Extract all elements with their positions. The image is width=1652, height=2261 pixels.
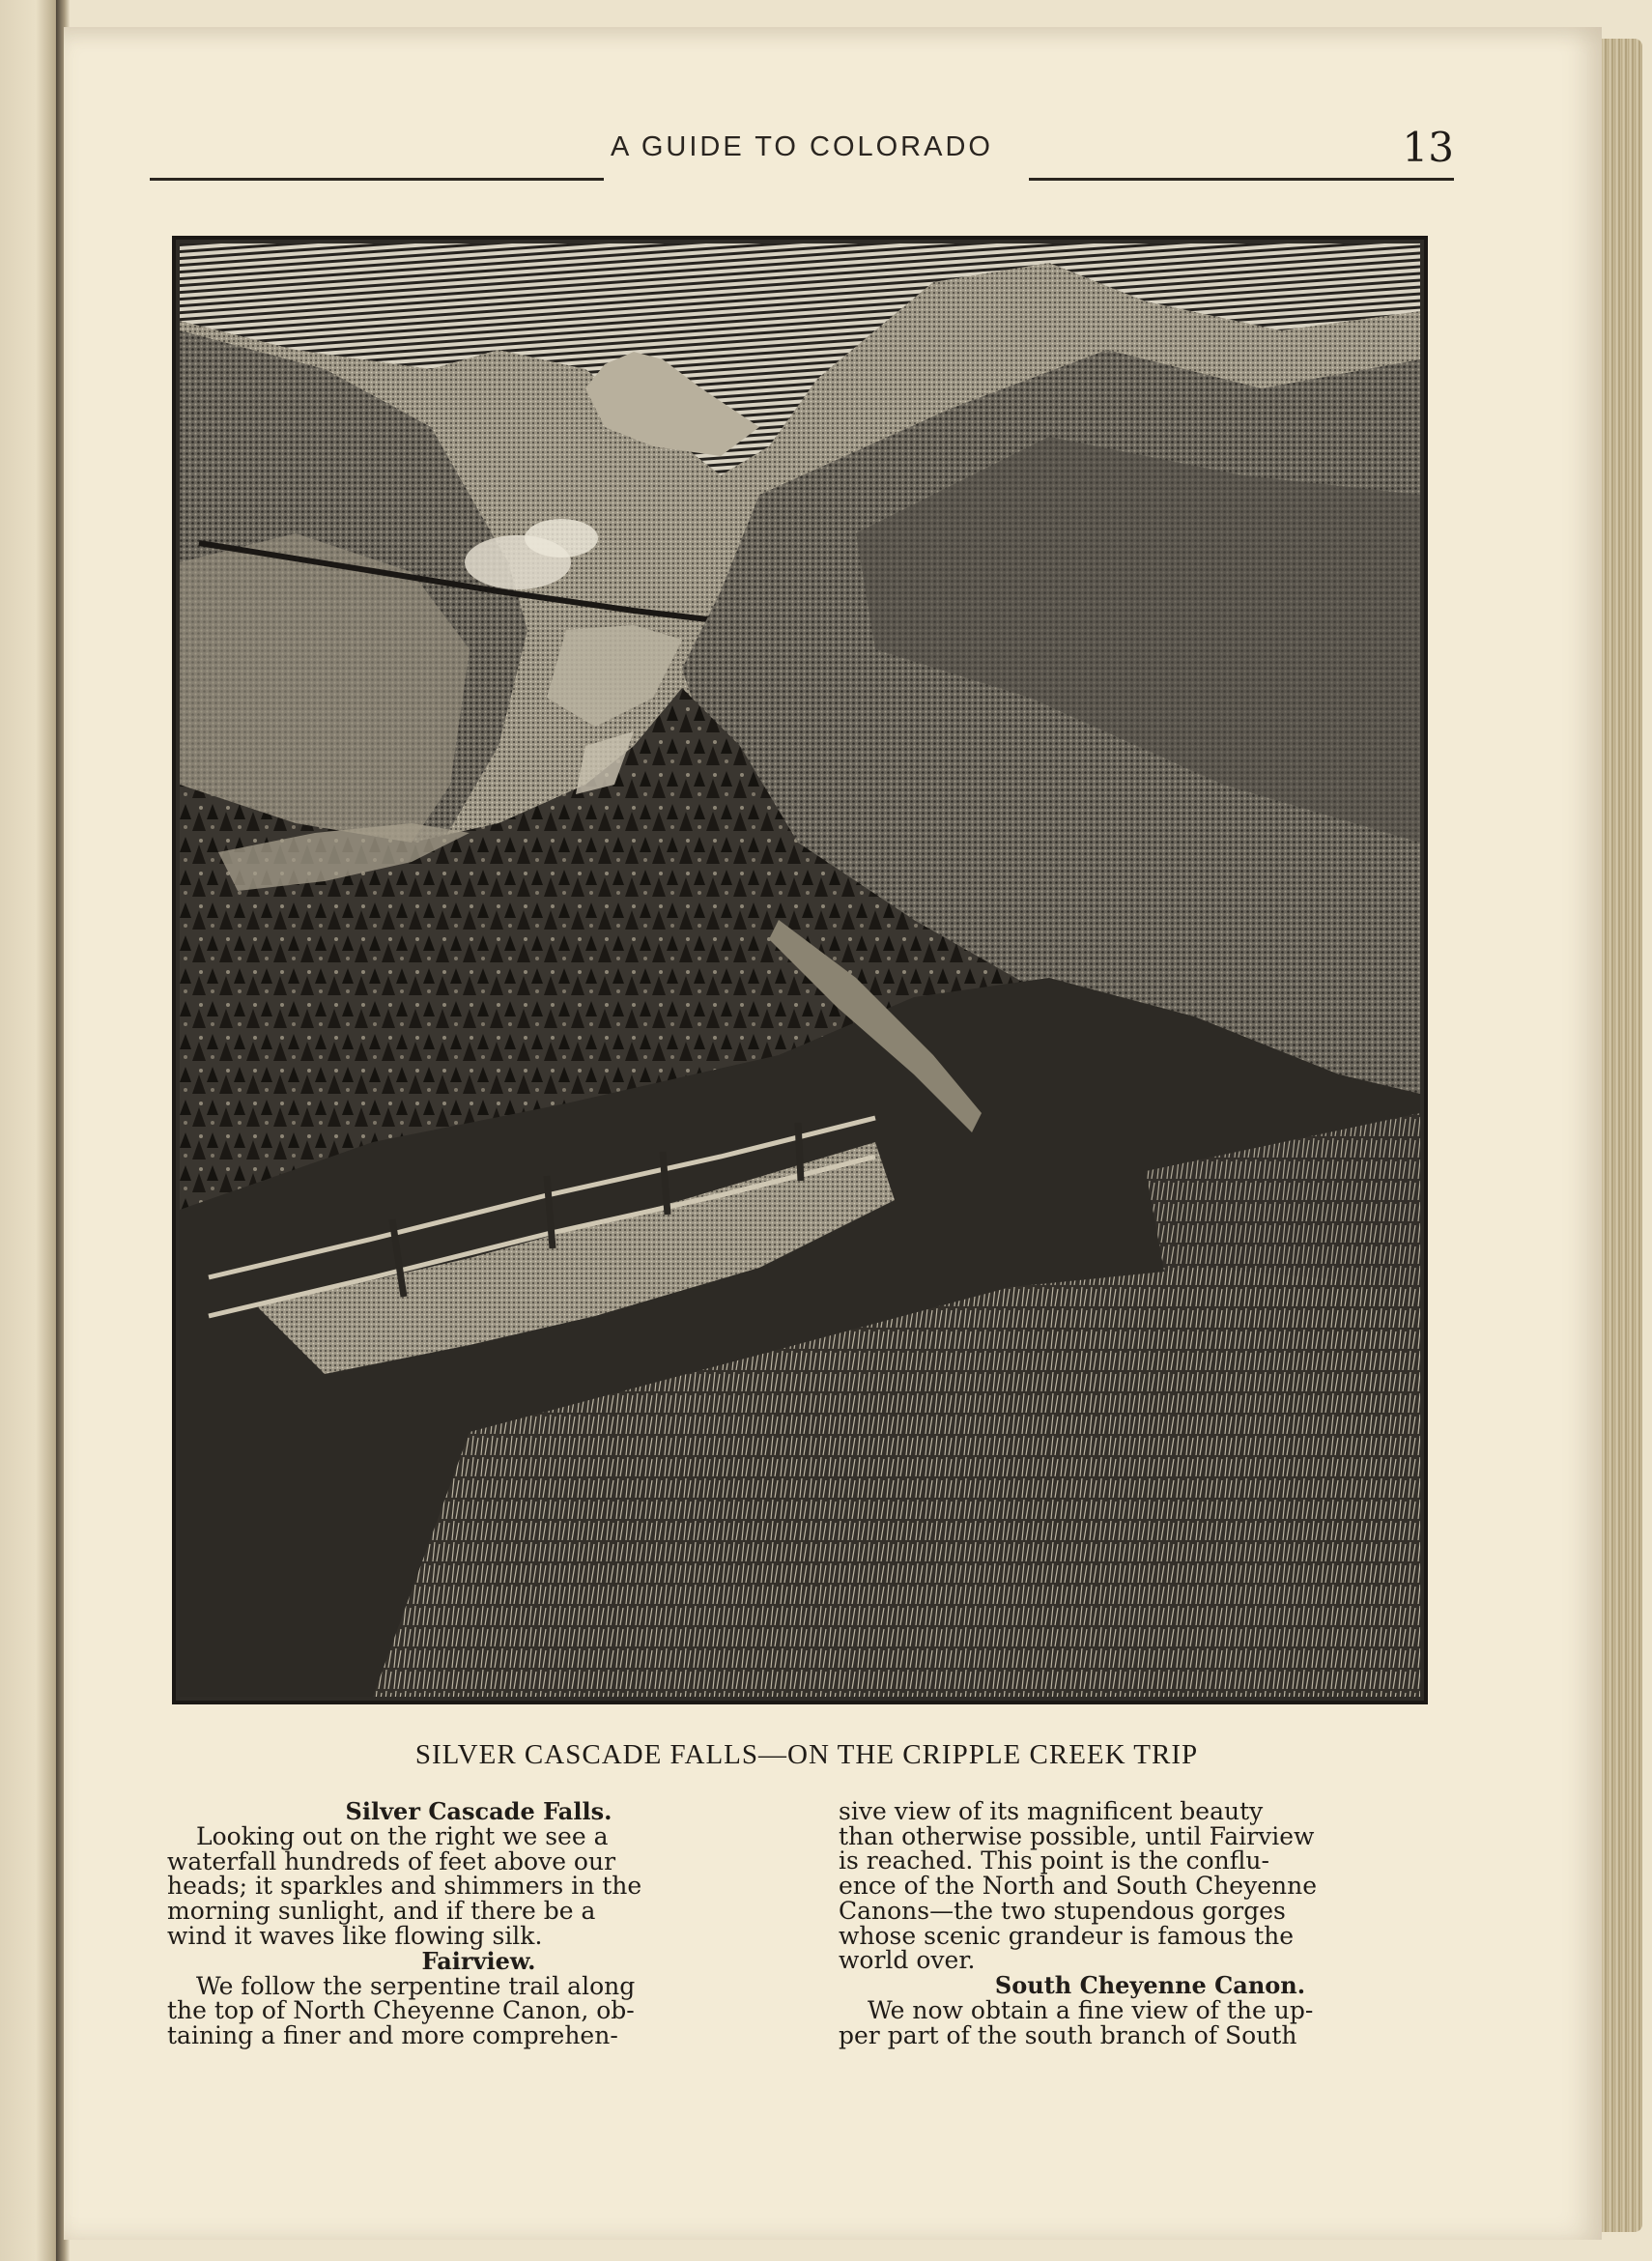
text-column-right (839, 1799, 1462, 2047)
paragraph-line: Canons—the two stupendous gorges (839, 1896, 1286, 1925)
paragraph-line: sive view of its magnificent beauty (839, 1797, 1264, 1825)
paragraph-line: per part of the south branch of South (839, 2020, 1297, 2049)
header-rule-left (150, 178, 604, 181)
paragraph-line: whose scenic grandeur is famous the (839, 1921, 1295, 1950)
header-rule-right (1029, 178, 1454, 181)
paragraph-line: Looking out on the right we see a (196, 1822, 609, 1850)
paragraph-line: We now obtain a fine view of the up- (868, 1995, 1314, 2024)
paragraph-line: is reached. This point is the conflu- (839, 1846, 1269, 1875)
paragraph-line: the top of North Cheyenne Canon, ob- (167, 1996, 635, 2025)
section-heading-silver-cascade-falls: Silver Cascade Falls. (345, 1797, 612, 1825)
paragraph-line: waterfall hundreds of feet above our (167, 1846, 616, 1875)
section-heading-fairview: Fairview. (421, 1946, 536, 1975)
paragraph-line: than otherwise possible, until Fairview (839, 1821, 1315, 1850)
running-header (150, 124, 1454, 182)
text-column-left (167, 1799, 790, 2048)
canyon-landscape-illustration (180, 243, 1420, 1697)
facing-page-edge (0, 0, 60, 2261)
paragraph-line: morning sunlight, and if there be a (167, 1897, 596, 1926)
paragraph-line: world over. (839, 1946, 976, 1975)
paragraph-line: ence of the North and South Cheyenne (839, 1872, 1318, 1901)
halftone-photograph (172, 236, 1428, 1704)
paragraph-line: wind it waves like flowing silk. (167, 1921, 543, 1950)
paragraph-line: taining a finer and more comprehen- (167, 2020, 618, 2049)
running-title: A GUIDE TO COLORADO (611, 131, 993, 162)
page-number: 13 (1402, 124, 1454, 171)
paragraph-line: heads; it sparkles and shimmers in the (167, 1872, 642, 1901)
section-heading-south-cheyenne-canon: South Cheyenne Canon. (994, 1970, 1306, 1999)
paragraph-line: We follow the serpentine trail along (196, 1971, 636, 2000)
figure-caption: SILVER CASCADE FALLS—ON THE CRIPPLE CREEK TRIP (414, 1739, 1199, 1770)
